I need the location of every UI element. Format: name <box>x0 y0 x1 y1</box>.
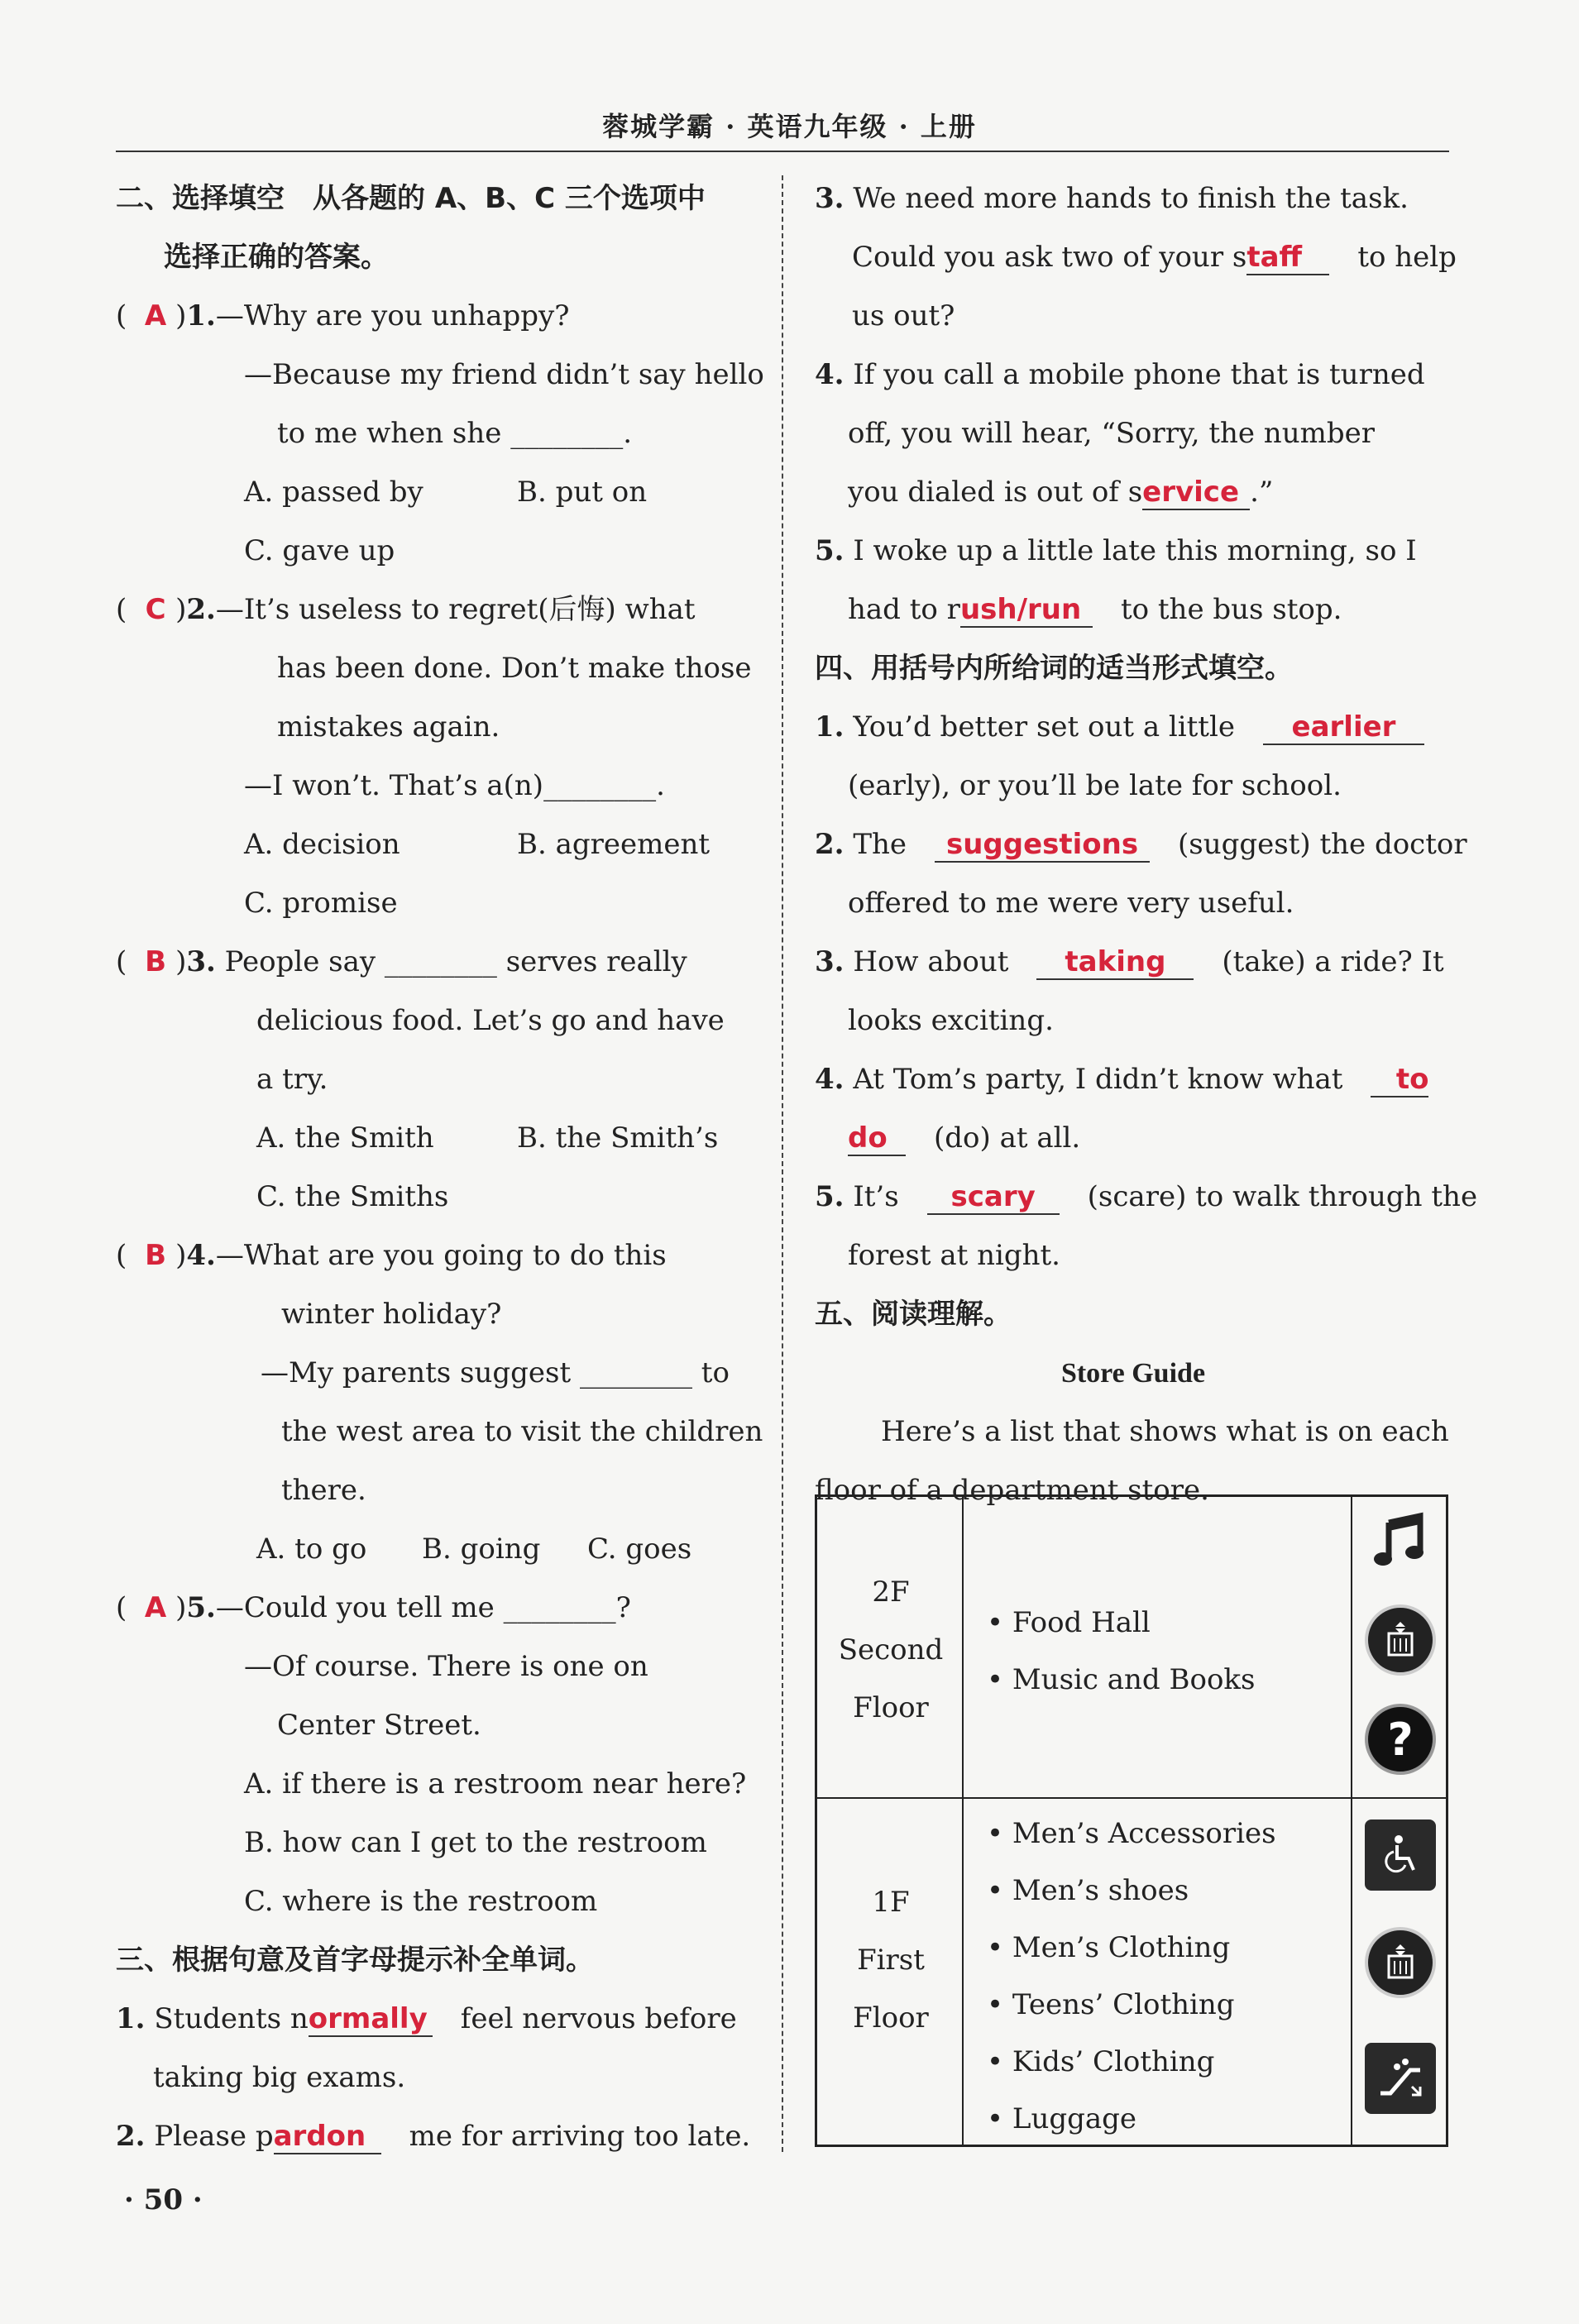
option-a: A. to go <box>256 1533 367 1566</box>
question-text: You’d better set out a little <box>853 710 1235 744</box>
question-text: winter holiday? <box>281 1298 502 1331</box>
answer-blank <box>1142 476 1250 510</box>
question-text: We need more hands to finish the task. <box>853 182 1409 215</box>
answer-blank <box>1371 1063 1428 1097</box>
store-guide-table <box>815 1494 1448 2147</box>
answer-text: ervice <box>1142 476 1239 509</box>
question-text: me for arriving too late. <box>409 2120 751 2153</box>
option-row <box>116 815 753 874</box>
list-item: • Men’s Accessories <box>987 1817 1276 1850</box>
music-icon <box>1365 1505 1436 1576</box>
fill-row <box>815 1050 1452 1109</box>
floor-label-2f <box>817 1563 964 1737</box>
floor-code: 1F <box>872 1886 910 1919</box>
floor-name: First <box>857 1944 925 1977</box>
fill-row <box>116 2107 753 2166</box>
question-text: had to r <box>848 593 960 626</box>
question-text: to help <box>1357 241 1457 274</box>
answer-blank <box>935 828 1150 863</box>
floor-items-2f <box>987 1595 1255 1709</box>
question-row: ( C )2.—It’s useless to regret(后悔) what <box>116 581 753 639</box>
question-text: taking big exams. <box>153 2061 406 2094</box>
floor-name: Floor <box>853 2001 929 2035</box>
fill-row <box>815 346 1452 404</box>
option-c: C. gave up <box>244 534 395 567</box>
list-item: • Men’s Clothing <box>987 1931 1231 1964</box>
question-text: —My parents suggest ________ to <box>261 1356 730 1389</box>
elevator-icon <box>1365 1604 1436 1676</box>
column-divider <box>782 175 783 2152</box>
floor-name: Second <box>838 1633 944 1666</box>
list-item: • Kids’ Clothing <box>987 2045 1215 2078</box>
question-number: 5. <box>186 1591 216 1624</box>
option-c: C. goes <box>587 1533 692 1566</box>
header-rule <box>116 151 1449 152</box>
escalator-icon <box>1365 2043 1436 2114</box>
answer-blank <box>1036 945 1194 980</box>
list-item: • Men’s shoes <box>987 1874 1189 1907</box>
answer-text: scary <box>950 1180 1036 1213</box>
question-number: 3. <box>815 945 845 978</box>
page-number: · 50 · <box>124 2183 203 2216</box>
option-c: C. the Smiths <box>256 1180 449 1213</box>
answer-blank <box>960 593 1093 628</box>
answer-text: earlier <box>1291 710 1396 744</box>
section2-title: 二、选择填空 从各题的 A、B、C 三个选项中 <box>116 182 706 215</box>
option-c: C. promise <box>244 887 398 920</box>
question-text: there. <box>281 1474 366 1507</box>
fill-row <box>815 698 1452 757</box>
option-b: B. going <box>422 1533 541 1566</box>
question-row: ( A )1.—Why are you unhappy? <box>116 287 753 346</box>
answer-blank <box>309 2002 433 2037</box>
answer-blank <box>1263 710 1424 745</box>
question-number: 2. <box>186 593 216 626</box>
option-c: C. where is the restroom <box>244 1885 598 1918</box>
question-text: looks exciting. <box>848 1004 1054 1037</box>
question-number: 4. <box>815 358 845 391</box>
answer-text: do <box>848 1121 888 1155</box>
question-text: Please p <box>154 2120 274 2153</box>
question-number: 4. <box>186 1239 216 1272</box>
list-item: • Food Hall <box>987 1606 1151 1639</box>
question-text: The <box>853 828 907 861</box>
question-text: the west area to visit the children <box>281 1415 763 1448</box>
question-number: 1. <box>815 710 845 744</box>
option-row <box>116 463 753 522</box>
answer-choice: A <box>144 299 167 332</box>
option-a: A. if there is a restroom near here? <box>244 1767 747 1800</box>
question-text: —Why are you unhappy? <box>215 299 570 332</box>
floor-label-1f <box>817 1873 964 2047</box>
section4-title: 四、用括号内所给词的适当形式填空。 <box>815 652 1293 685</box>
answer-blank <box>274 2120 381 2154</box>
fill-row <box>815 1109 1452 1168</box>
answer-choice: C <box>145 593 166 626</box>
question-text: forest at night. <box>848 1239 1060 1272</box>
fill-row <box>815 581 1452 639</box>
question-text: (early), or you’ll be late for school. <box>848 769 1342 802</box>
left-column <box>116 170 764 2166</box>
answer-choice: A <box>144 1591 167 1624</box>
answer-blank <box>927 1180 1060 1215</box>
question-text: you dialed is out of s <box>848 476 1143 509</box>
fill-row <box>815 815 1467 874</box>
question-text: to the bus stop. <box>1120 593 1342 626</box>
answer-text: suggestions <box>945 828 1139 861</box>
question-row: ( B )3. People say ________ serves really <box>116 933 753 992</box>
list-item: • Luggage <box>987 2102 1137 2135</box>
question-row: ( A )5.—Could you tell me ________? <box>116 1579 753 1638</box>
list-item: • Music and Books <box>987 1663 1256 1696</box>
fill-row <box>815 933 1452 992</box>
page-header: 蓉城学霸 · 英语九年级 · 上册 <box>602 111 977 142</box>
passage-text: Here’s a list that shows what is on each <box>881 1415 1449 1448</box>
question-text: —It’s useless to regret(后悔) what <box>215 593 696 626</box>
question-text: At Tom’s party, I didn’t know what <box>853 1063 1343 1096</box>
list-item: • Teens’ Clothing <box>987 1988 1235 2021</box>
question-text: Could you ask two of your s <box>852 241 1247 274</box>
question-text: How about <box>853 945 1009 978</box>
passage-title: Store Guide <box>1060 1358 1206 1389</box>
question-number: 2. <box>116 2120 146 2153</box>
elevator-icon <box>1365 1927 1436 1998</box>
fill-row <box>815 228 1457 287</box>
question-text: —Could you tell me ________? <box>215 1591 631 1624</box>
option-a: A. decision <box>244 828 400 861</box>
question-text: delicious food. Let’s go and have <box>256 1004 725 1037</box>
answer-text: ardon <box>273 2120 366 2153</box>
answer-text: ush/run <box>959 593 1082 626</box>
question-text: (take) a ride? It <box>1222 945 1444 978</box>
right-column <box>815 170 1478 1520</box>
question-text: I woke up a little late this morning, so I <box>853 534 1417 567</box>
question-text: Students n <box>154 2002 309 2035</box>
answer-choice: B <box>145 1239 167 1272</box>
question-text: to me when she ________. <box>277 417 633 450</box>
question-text: (do) at all. <box>934 1121 1081 1155</box>
question-row: ( B )4.—What are you going to do this <box>116 1227 753 1285</box>
answer-blank <box>848 1121 906 1156</box>
question-number: 4. <box>815 1063 845 1096</box>
passage-text: floor of a department store. <box>815 1474 1209 1507</box>
option-row <box>116 1520 753 1579</box>
question-text: If you call a mobile phone that is turned <box>853 358 1425 391</box>
option-b: B. how can I get to the restroom <box>244 1826 707 1859</box>
question-text: .” <box>1250 476 1274 509</box>
question-text: (scare) to walk through the <box>1087 1180 1478 1213</box>
answer-blank <box>1246 241 1329 275</box>
option-b: B. agreement <box>517 828 711 861</box>
option-a: A. the Smith <box>256 1121 434 1155</box>
answer-text: taff <box>1246 241 1303 274</box>
fill-row <box>815 1168 1478 1227</box>
option-b: B. the Smith’s <box>517 1121 719 1155</box>
question-text: offered to me were very useful. <box>848 887 1294 920</box>
question-number: 1. <box>116 2002 146 2035</box>
question-number: 3. <box>815 182 845 215</box>
section5-title: 五、阅读理解。 <box>815 1298 1012 1331</box>
answer-text: taking <box>1065 945 1166 978</box>
fill-row <box>815 170 1452 228</box>
option-row <box>116 1109 753 1168</box>
question-number: 1. <box>186 299 216 332</box>
question-number: 2. <box>815 828 845 861</box>
question-text: Center Street. <box>277 1709 481 1742</box>
question-text: us out? <box>852 299 955 332</box>
answer-text: to <box>1395 1063 1429 1096</box>
answer-choice: B <box>145 945 167 978</box>
question-text: —I won’t. That’s a(n)________. <box>244 769 665 802</box>
table-divider <box>1351 1497 1352 2145</box>
question-number: 5. <box>815 534 845 567</box>
floor-code: 2F <box>872 1576 910 1609</box>
question-text: People say ________ serves really <box>224 945 687 978</box>
answer-text: ormally <box>308 2002 428 2035</box>
question-text: It’s <box>853 1180 899 1213</box>
fill-row <box>815 463 1452 522</box>
question-number: 5. <box>815 1180 845 1213</box>
wheelchair-icon <box>1365 1820 1436 1891</box>
information-icon: ? <box>1365 1704 1436 1775</box>
fill-row <box>116 1990 753 2049</box>
section3-title: 三、根据句意及首字母提示补全单词。 <box>116 1944 594 1977</box>
section2-title-cont: 选择正确的答案。 <box>164 241 389 274</box>
question-text: a try. <box>256 1063 328 1096</box>
question-text: —Of course. There is one on <box>244 1650 648 1683</box>
question-text: mistakes again. <box>277 710 500 744</box>
floor-name: Floor <box>853 1691 929 1724</box>
question-text: —Because my friend didn’t say hello <box>244 358 764 391</box>
question-number: 3. <box>186 945 216 978</box>
floor-items-1f <box>987 1805 1276 2148</box>
question-text: off, you will hear, “Sorry, the number <box>848 417 1375 450</box>
option-a: A. passed by <box>244 476 423 509</box>
question-text: has been done. Don’t make those <box>277 652 752 685</box>
option-b: B. put on <box>517 476 648 509</box>
question-text: feel nervous before <box>460 2002 737 2035</box>
fill-row <box>815 522 1452 581</box>
table-row-divider <box>817 1797 1446 1799</box>
question-text: (suggest) the doctor <box>1178 828 1467 861</box>
question-text: —What are you going to do this <box>215 1239 667 1272</box>
